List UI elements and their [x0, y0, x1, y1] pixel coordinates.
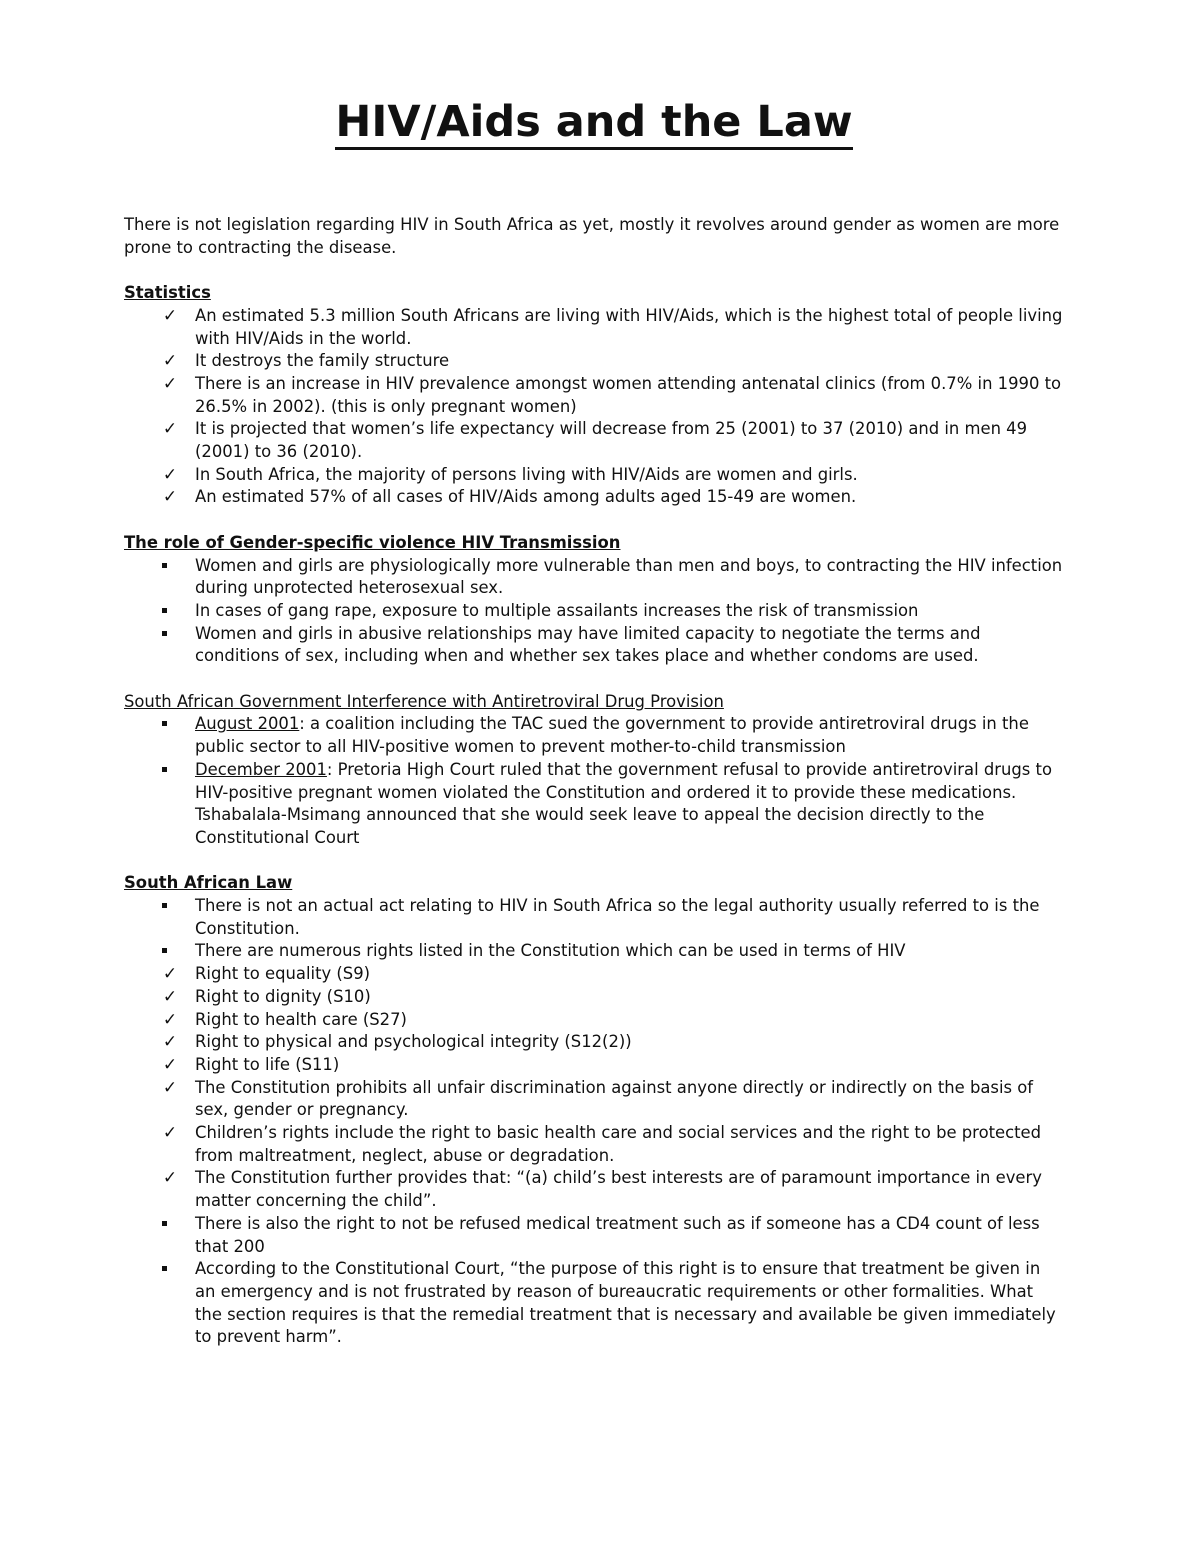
list-item	[124, 305, 1064, 350]
list-item	[124, 350, 1064, 373]
document-title-text: HIV/Aids and the Law	[335, 97, 852, 150]
government-heading	[124, 691, 1064, 714]
document-title	[124, 92, 1064, 152]
check-mark-icon: ✓	[162, 964, 178, 985]
list-item	[124, 600, 1064, 623]
list-item-text: There are numerous rights listed in the Constitution which can be used in terms of HIV	[195, 941, 906, 961]
statistics-list	[124, 305, 1064, 509]
list-item-text: Women and girls are physiologically more vulnerable than men and boys, to contracting the HIV infection during unprotected heterosexual sex.	[195, 555, 1063, 598]
list-item	[124, 986, 1064, 1009]
check-mark-icon: ✓	[162, 1054, 178, 1075]
gender-violence-heading-text: The role of Gender-specific violence HIV Transmission	[124, 532, 621, 552]
gender-violence-heading	[124, 532, 1064, 555]
statistics-heading	[124, 282, 1064, 305]
statistics-section	[124, 282, 1064, 509]
list-item-text: Right to physical and psychological integrity (S12(2))	[195, 1032, 632, 1052]
event-date: August 2001	[195, 714, 300, 734]
list-item-text: Right to life (S11)	[195, 1054, 340, 1074]
list-item-text: There is not an actual act relating to HIV in South Africa so the legal authority usually referred to is the Constitution.	[195, 896, 1040, 938]
list-item-text: According to the Constitutional Court, “the purpose of this right is to ensure that treatment be given in an emergency and is not frustrated by reason of bureaucratic requirements or other formalities. What the section requires is that the remedial treatment that is necessary and available be given immediately to prevent harm”.	[195, 1259, 1056, 1347]
list-item	[124, 1122, 1064, 1167]
list-item-text: There is also the right to not be refused medical treatment such as if someone has a CD4 count of less that 200	[195, 1213, 1040, 1256]
list-item	[124, 555, 1064, 600]
list-item-text: An estimated 57% of all cases of HIV/Aids among adults aged 15-49 are women.	[195, 487, 857, 507]
government-section	[124, 691, 1064, 850]
list-item-text: Right to dignity (S10)	[195, 986, 371, 1006]
list-item	[124, 418, 1064, 463]
list-item	[124, 1258, 1064, 1349]
list-item	[124, 940, 1064, 963]
gender-violence-list	[124, 555, 1064, 669]
document-page	[124, 92, 1064, 1349]
check-mark-icon: ✓	[162, 305, 178, 326]
statistics-heading-text: Statistics	[124, 283, 211, 303]
list-item-text: It destroys the family structure	[195, 351, 450, 371]
list-item-text: There is an increase in HIV prevalence amongst women attending antenatal clinics (from 0.7% in 1990 to 26.5% in 2002). (this is only pregnant women)	[195, 373, 1062, 416]
list-item-text: The Constitution prohibits all unfair discrimination against anyone directly or indirectly on the basis of sex, gender or pregnancy.	[195, 1077, 1034, 1120]
list-item	[124, 713, 1064, 758]
check-mark-icon: ✓	[162, 986, 178, 1007]
government-heading-text: South African Government Interference with Antiretroviral Drug Provision	[124, 691, 724, 711]
government-list	[124, 713, 1064, 849]
event-text: : a coalition including the TAC sued the government to provide antiretroviral drugs in the public sector to all HIV-positive women to prevent mother-to-child transmission	[195, 714, 1029, 757]
list-item	[124, 1009, 1064, 1032]
gender-violence-section	[124, 532, 1064, 668]
check-mark-icon: ✓	[162, 1168, 178, 1189]
list-item-text: In cases of gang rape, exposure to multiple assailants increases the risk of transmission	[195, 600, 919, 620]
list-item	[124, 759, 1064, 850]
check-mark-icon: ✓	[162, 373, 178, 394]
event-date: December 2001	[195, 759, 327, 779]
list-item	[124, 1167, 1064, 1212]
south-african-law-heading-text: South African Law	[124, 873, 293, 893]
list-item-text: Women and girls in abusive relationships may have limited capacity to negotiate the terms and conditions of sex, including when and whether sex takes place and whether condoms are used.	[195, 623, 981, 666]
list-item	[124, 895, 1064, 940]
list-item-text: Children’s rights include the right to basic health care and social services and the right to be protected from maltreatment, neglect, abuse or degradation.	[195, 1123, 1042, 1165]
list-item	[124, 1031, 1064, 1054]
intro-paragraph: There is not legislation regarding HIV in South Africa as yet, mostly it revolves around gender as women are more prone to contracting the disease.	[124, 215, 1060, 257]
south-african-law-section	[124, 872, 1064, 1349]
south-african-law-list	[124, 895, 1064, 1349]
list-item	[124, 1077, 1064, 1122]
check-mark-icon: ✓	[162, 1009, 178, 1030]
list-item	[124, 464, 1064, 487]
check-mark-icon: ✓	[162, 419, 178, 440]
check-mark-icon: ✓	[162, 1077, 178, 1098]
list-item	[124, 373, 1064, 418]
list-item-text: The Constitution further provides that: “(a) child’s best interests are of paramount importance in every matter concerning the child”.	[195, 1168, 1042, 1211]
list-item	[124, 1213, 1064, 1258]
check-mark-icon: ✓	[162, 464, 178, 485]
south-african-law-heading	[124, 872, 1064, 895]
check-mark-icon: ✓	[162, 1123, 178, 1144]
list-item-text: It is projected that women’s life expectancy will decrease from 25 (2001) to 37 (2010) and in men 49 (2001) to 36 (2010).	[195, 419, 1028, 462]
list-item-text: In South Africa, the majority of persons living with HIV/Aids are women and girls.	[195, 464, 858, 484]
check-mark-icon: ✓	[162, 351, 178, 372]
list-item	[124, 1054, 1064, 1077]
list-item-text: An estimated 5.3 million South Africans are living with HIV/Aids, which is the highest total of people living with HIV/Aids in the world.	[195, 305, 1063, 348]
check-mark-icon: ✓	[162, 487, 178, 508]
event-text: : Pretoria High Court ruled that the government refusal to provide antiretroviral drugs to HIV-positive pregnant women violated the Constitution and ordered it to provide these medications. Tshabalala-Msimang announced that she would seek leave to appeal the decision directly to the Constitutional Court	[195, 759, 1052, 847]
list-item	[124, 623, 1064, 668]
list-item-text: Right to health care (S27)	[195, 1009, 407, 1029]
list-item	[124, 963, 1064, 986]
check-mark-icon: ✓	[162, 1032, 178, 1053]
list-item	[124, 486, 1064, 509]
list-item-text: Right to equality (S9)	[195, 964, 371, 984]
